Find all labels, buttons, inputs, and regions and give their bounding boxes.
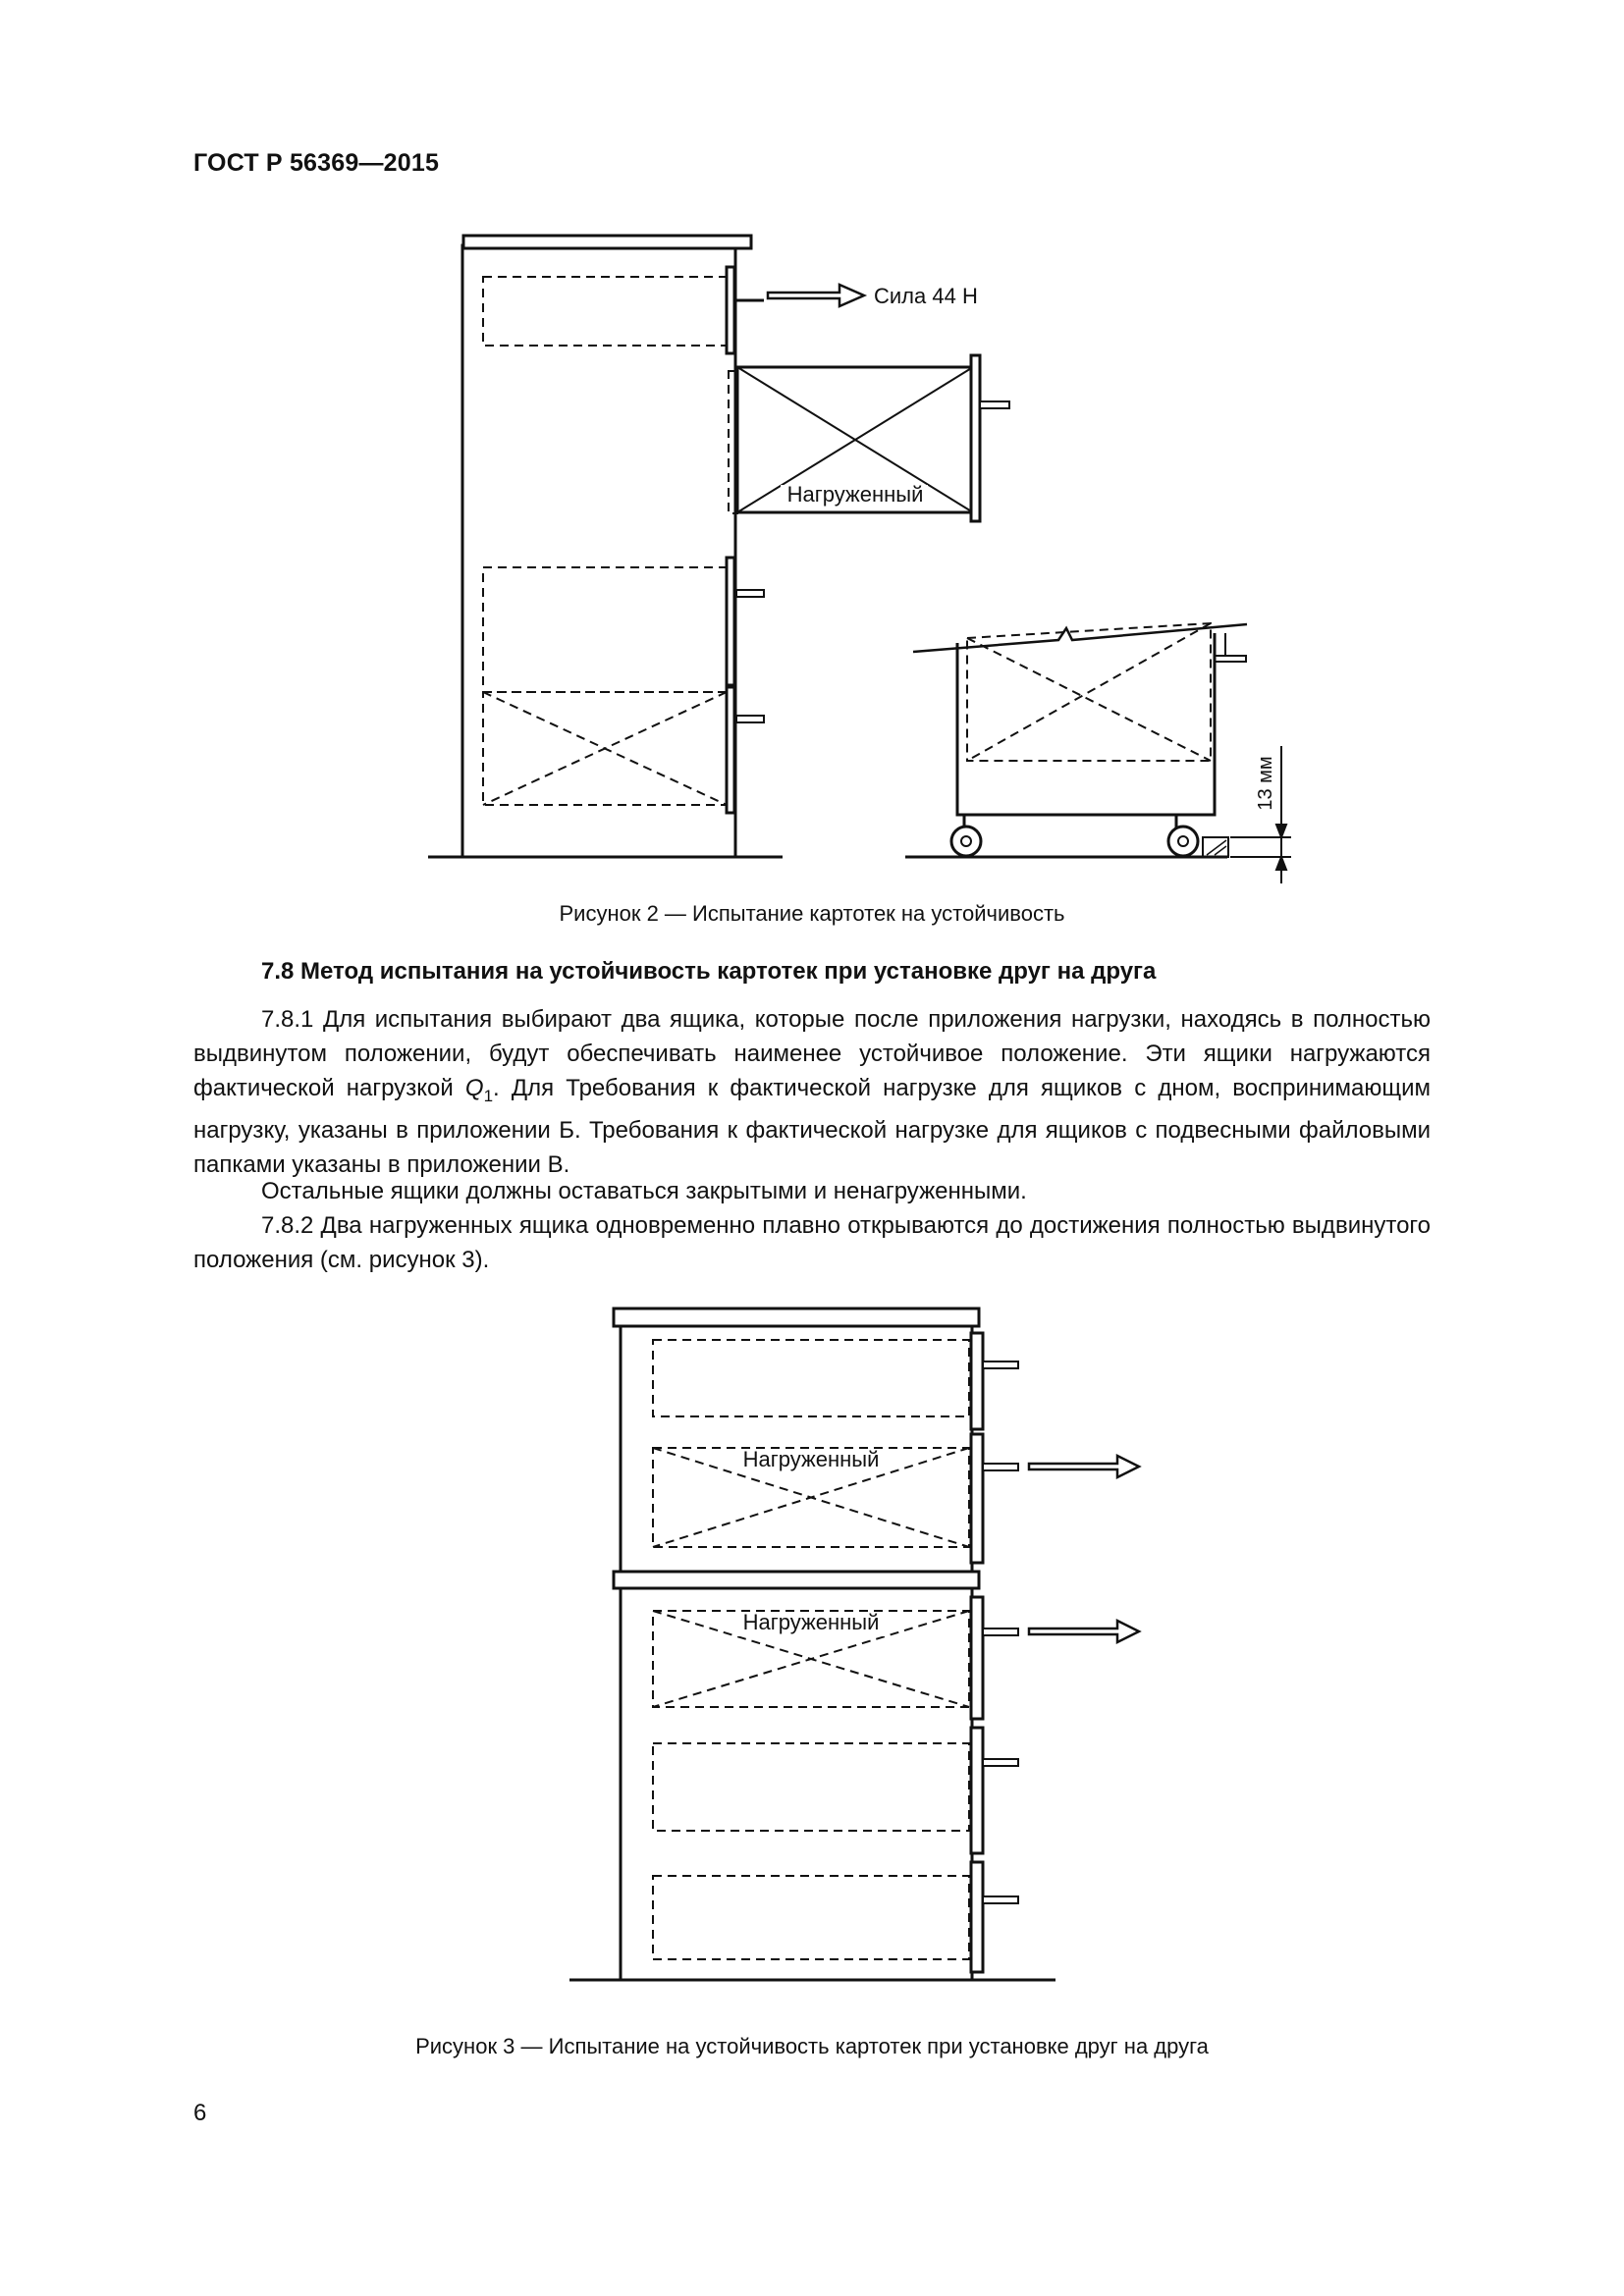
drawer-closed	[653, 1340, 969, 1416]
lower-cabinet-top	[614, 1572, 979, 1588]
dimension-label: 13 мм	[1255, 756, 1276, 811]
figure-3-stacked-cabinets	[0, 1276, 1624, 2022]
lower-cabinet-body	[621, 1588, 972, 1980]
figure-2-stability-test	[0, 0, 1624, 903]
cabinet-top-board	[463, 236, 751, 248]
drawer-closed	[653, 1743, 969, 1831]
force-label: Сила 44 Н	[874, 284, 978, 308]
section-heading: 7.8 Метод испытания на устойчивость картотек при установке друг на друга	[261, 958, 1157, 985]
page-number: 6	[193, 2100, 207, 2126]
loaded-label: Нагруженный	[786, 482, 924, 507]
drawer-middle-closed	[483, 567, 727, 692]
drawer-top-closed	[483, 277, 727, 346]
wheel-icon	[951, 827, 981, 856]
wheel-icon	[1168, 827, 1198, 856]
pull-arrow-icon	[1029, 1621, 1139, 1642]
paragraph-7-8-1: 7.8.1 Для испытания выбирают два ящика, которые после приложения нагрузки, находясь в полностью выдвинутом положении, будут обеспечивать наименее устойчивое положение. Эти ящики нагружаются фактической нагрузкой $Q_1$. Для Требования к фактической нагрузке для ящиков с дном, воспринимающим нагрузку, указаны в приложении Б. Требования к фактической нагрузке для ящиков с подвесными файловыми папками указаны в приложении В.	[193, 1006, 1432, 1178]
pull-arrow-icon	[1029, 1456, 1139, 1477]
cabinet-body	[462, 245, 735, 857]
figure-3-caption: Рисунок 3 — Испытание на устойчивость картотек при установке друг на друга	[415, 2034, 1209, 2058]
force-arrow-icon	[768, 285, 864, 306]
paragraph-remaining-drawers: Остальные ящики должны оставаться закрытыми и ненагруженными.	[261, 1178, 1027, 1204]
figure-2-caption: Рисунок 2 — Испытание картотек на устойчивость	[559, 901, 1065, 926]
upper-cabinet-top	[614, 1308, 979, 1326]
drawer-closed	[653, 1876, 969, 1959]
loaded-label-upper: Нагруженный	[742, 1447, 880, 1471]
loaded-label-lower: Нагруженный	[742, 1610, 880, 1634]
paragraph-7-8-2: 7.8.2 Два нагруженных ящика одновременно плавно открываются до достижения полностью выдвинутого положения (см. рисунок 3).	[193, 1212, 1431, 1273]
document-code: ГОСТ Р 56369—2015	[193, 149, 440, 177]
